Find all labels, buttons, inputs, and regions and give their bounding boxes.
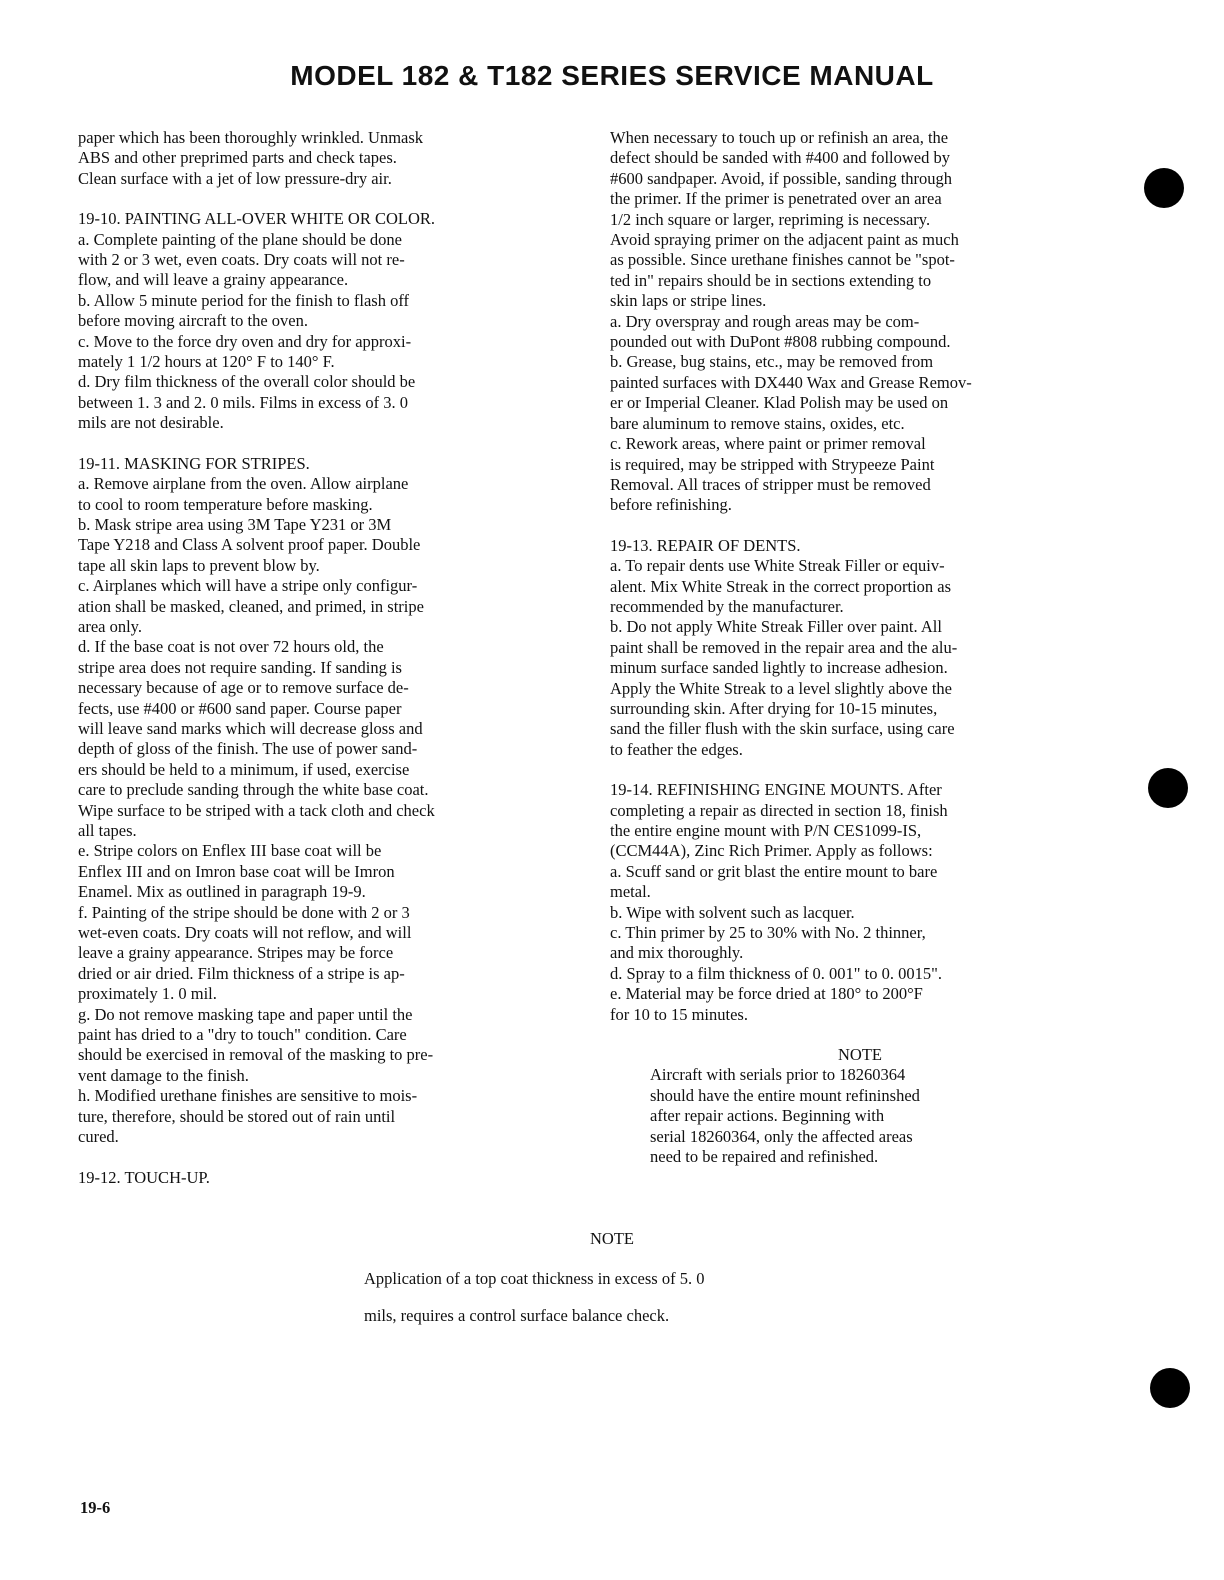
text-line: Wipe surface to be striped with a tack cloth and check: [78, 800, 435, 820]
text-line: mately 1 1/2 hours at 120° F to 140° F.: [78, 352, 335, 372]
text-line: the entire engine mount with P/N CES1099-IS,: [610, 821, 922, 840]
left-column: [78, 128, 578, 1188]
text-line: bare aluminum to remove stains, oxides, etc.: [610, 413, 905, 433]
text-line: c. Thin primer by 25 to 30% with No. 2 thinner,: [610, 923, 926, 943]
text-line: Avoid spraying primer on the adjacent paint as much: [610, 230, 959, 250]
text-line: b. Do not apply White Streak Filler over paint. All: [610, 617, 942, 637]
text-line: d. Spray to a film thickness of 0. 001" to 0. 0015".: [610, 963, 942, 983]
text-line: minum surface sanded lightly to increase adhesion.: [610, 658, 948, 678]
text-line: b. Allow 5 minute period for the finish to flash off: [78, 290, 410, 310]
text-line: proximately 1. 0 mil.: [78, 984, 217, 1004]
text-line: b. Wipe with solvent such as lacquer.: [610, 902, 855, 922]
note-body: [364, 1269, 834, 1326]
text-line: e. Stripe colors on Enflex III base coat will be: [78, 841, 382, 861]
text-line: Enflex III and on Imron base coat will be Imron: [78, 861, 395, 881]
text-line: er or Imperial Cleaner. Klad Polish may be used on: [610, 393, 949, 413]
text-line: after repair actions. Beginning with: [650, 1106, 885, 1126]
text-line: f. Painting of the stripe should be done with 2 or 3: [78, 902, 410, 922]
text-line: ers should be held to a minimum, if used, exercise: [78, 759, 410, 779]
text-line: When necessary to touch up or refinish an area, the: [610, 128, 949, 147]
text-line: vent damage to the finish.: [78, 1065, 249, 1085]
text-line: before moving aircraft to the oven.: [78, 311, 308, 331]
section-heading: 19-12. TOUCH-UP.: [78, 1167, 210, 1187]
text-line: Apply the White Streak to a level slightly above the: [610, 678, 952, 698]
bottom-note: [0, 1212, 1224, 1343]
section-heading: 19-10. PAINTING ALL-OVER WHITE OR COLOR.: [78, 209, 436, 229]
text-line: for 10 to 15 minutes.: [610, 1004, 748, 1024]
text-line: to cool to room temperature before masking.: [78, 494, 373, 514]
text-line: before refinishing.: [610, 495, 732, 515]
text-line: is required, may be stripped with Strypeeze Paint: [610, 454, 935, 474]
text-line: area only.: [78, 616, 142, 636]
text-line: Clean surface with a jet of low pressure-dry air.: [78, 168, 392, 188]
text-line: e. Material may be force dried at 180° to 200°F: [610, 984, 923, 1004]
text-line: ABS and other preprimed parts and check tapes.: [78, 148, 397, 168]
text-line: 1/2 inch square or larger, repriming is necessary.: [610, 209, 931, 229]
page-title: MODEL 182 & T182 SERIES SERVICE MANUAL: [290, 60, 934, 91]
text-line: a. Remove airplane from the oven. Allow airplane: [78, 474, 409, 494]
punch-hole-icon: [1150, 1368, 1190, 1408]
text-line: ation shall be masked, cleaned, and primed, in stripe: [78, 596, 424, 616]
text-line: b. Grease, bug stains, etc., may be removed from: [610, 352, 934, 372]
note-title: NOTE: [838, 1045, 882, 1065]
text-line: and mix thoroughly.: [610, 943, 744, 963]
text-line: Tape Y218 and Class A solvent proof paper. Double: [78, 535, 421, 555]
text-line: recommended by the manufacturer.: [610, 596, 844, 616]
text-line: tape all skin laps to prevent blow by.: [78, 555, 320, 575]
text-line: (CCM44A), Zinc Rich Primer. Apply as follows:: [610, 841, 933, 861]
text-line: dried or air dried. Film thickness of a stripe is ap-: [78, 963, 405, 983]
text-line: flow, and will leave a grainy appearance.: [78, 270, 349, 290]
text-line: Aircraft with serials prior to 18260364: [650, 1065, 906, 1085]
text-line: should be exercised in removal of the masking to pre-: [78, 1045, 434, 1065]
text-line: leave a grainy appearance. Stripes may be force: [78, 943, 394, 963]
text-line: painted surfaces with DX440 Wax and Grease Remov-: [610, 372, 972, 392]
text-line: surrounding skin. After drying for 10-15 minutes,: [610, 698, 938, 718]
text-line: ture, therefore, should be stored out of rain until: [78, 1106, 396, 1126]
text-line: Application of a top coat thickness in excess of 5. 0: [364, 1268, 705, 1288]
text-line: fects, use #400 or #600 sand paper. Course paper: [78, 698, 402, 718]
section-heading: 19-11. MASKING FOR STRIPES.: [78, 453, 310, 473]
text-line: skin laps or stripe lines.: [610, 291, 767, 311]
text-line: Removal. All traces of stripper must be removed: [610, 474, 931, 494]
text-line: c. Rework areas, where paint or primer removal: [610, 434, 926, 454]
note-title: NOTE: [590, 1228, 634, 1248]
text-line: stripe area does not require sanding. If sanding is: [78, 657, 402, 677]
text-line: paint shall be removed in the repair area and the alu-: [610, 637, 958, 657]
text-line: c. Airplanes which will have a stripe only configur-: [78, 576, 418, 596]
text-line: completing a repair as directed in section 18, finish: [610, 800, 948, 820]
text-line: a. Complete painting of the plane should be done: [78, 229, 402, 249]
text-line: between 1. 3 and 2. 0 mils. Films in excess of 3. 0: [78, 392, 408, 412]
section-heading: 19-13. REPAIR OF DENTS.: [610, 535, 801, 555]
punch-hole-icon: [1144, 168, 1184, 208]
text-line: care to preclude sanding through the white base coat.: [78, 780, 429, 800]
text-line: a. To repair dents use White Streak Filler or equiv-: [610, 556, 945, 576]
text-line: d. Dry film thickness of the overall color should be: [78, 372, 416, 392]
text-line: ted in" repairs should be in sections extending to: [610, 270, 932, 290]
text-line: mils, requires a control surface balance check.: [364, 1305, 670, 1325]
note-body: [610, 1065, 1050, 1167]
right-column: [610, 128, 1110, 1168]
text-line: will leave sand marks which will decrease gloss and: [78, 718, 423, 738]
text-line: d. If the base coat is not over 72 hours old, the: [78, 637, 384, 657]
text-line: as possible. Since urethane finishes cannot be "spot-: [610, 250, 955, 270]
punch-hole-icon: [1148, 768, 1188, 808]
text-line: wet-even coats. Dry coats will not reflow, and will: [78, 923, 412, 943]
text-line: need to be repaired and refinished.: [650, 1147, 879, 1167]
text-line: to feather the edges.: [610, 739, 743, 759]
text-line: defect should be sanded with #400 and followed by: [610, 148, 951, 168]
text-line: a. Scuff sand or grit blast the entire mount to bare: [610, 861, 938, 881]
section-heading: 19-14. REFINISHING ENGINE MOUNTS. After: [610, 780, 942, 800]
text-line: the primer. If the primer is penetrated over an area: [610, 189, 942, 209]
text-line: g. Do not remove masking tape and paper until the: [78, 1004, 413, 1024]
text-line: a. Dry overspray and rough areas may be com-: [610, 311, 920, 331]
page-number: 19-6: [80, 1498, 111, 1517]
text-line: c. Move to the force dry oven and dry for approxi-: [78, 331, 412, 351]
text-line: cured.: [78, 1127, 119, 1147]
text-line: b. Mask stripe area using 3M Tape Y231 or 3M: [78, 514, 392, 534]
text-line: paper which has been thoroughly wrinkled. Unmask: [78, 128, 424, 147]
text-line: with 2 or 3 wet, even coats. Dry coats will not re-: [78, 250, 405, 270]
text-line: metal.: [610, 882, 651, 902]
text-line: depth of gloss of the finish. The use of power sand-: [78, 739, 418, 759]
text-line: alent. Mix White Streak in the correct proportion as: [610, 576, 952, 596]
text-line: mils are not desirable.: [78, 413, 224, 433]
text-line: #600 sandpaper. Avoid, if possible, sanding through: [610, 168, 953, 188]
text-line: all tapes.: [78, 821, 137, 840]
text-line: Enamel. Mix as outlined in paragraph 19-9.: [78, 882, 366, 902]
text-line: h. Modified urethane finishes are sensitive to mois-: [78, 1086, 418, 1106]
text-line: paint has dried to a "dry to touch" condition. Care: [78, 1025, 407, 1045]
text-line: serial 18260364, only the affected areas: [650, 1126, 913, 1146]
text-line: sand the filler flush with the skin surface, using care: [610, 719, 955, 739]
text-line: pounded out with DuPont #808 rubbing compound.: [610, 332, 951, 352]
text-line: should have the entire mount refininshed: [650, 1085, 920, 1105]
text-line: necessary because of age or to remove surface de-: [78, 678, 409, 698]
